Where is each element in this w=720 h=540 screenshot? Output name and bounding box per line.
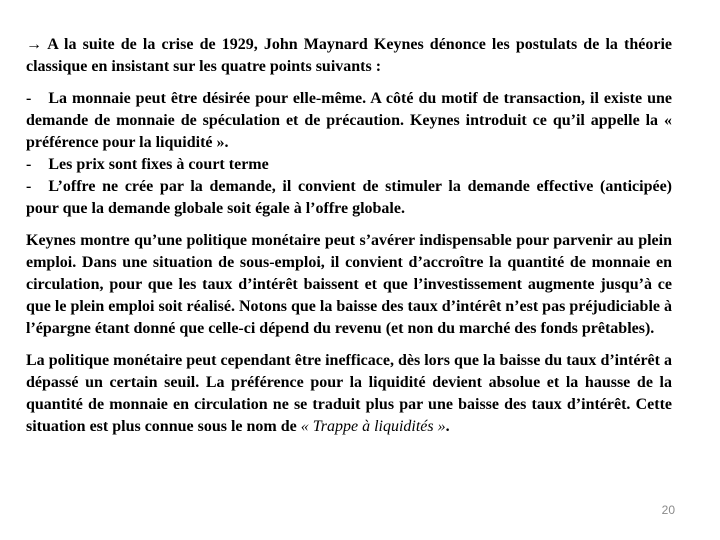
liquidity-trap-term: « Trappe à liquidités »	[300, 418, 446, 435]
bullet-dash: -	[26, 156, 32, 173]
liquidity-trap-period: .	[445, 418, 450, 435]
bullet-list	[26, 88, 672, 220]
bullet-item-effective-demand	[26, 176, 672, 220]
bullet-dash: -	[26, 178, 32, 195]
bullet-item-liquidity-preference	[26, 88, 672, 154]
bullet-dash: -	[26, 90, 32, 107]
bullet-text-effective-demand: L’offre ne crée par la demande, il convient de stimuler la demande effective (anticipée) pour que la demande globale soit égale à l’offre globale.	[26, 178, 672, 217]
paragraph-liquidity-trap	[26, 350, 672, 438]
page-number: 20	[661, 503, 675, 517]
bullet-text-liquidity-preference: La monnaie peut être désirée pour elle-même. A côté du motif de transaction, il existe une demande de monnaie de spéculation et de précaution. Keynes introduit ce qu’il appelle la « préférence pour la liquidité ».	[26, 90, 672, 151]
intro-paragraph	[26, 34, 672, 78]
bullet-text-fixed-prices: Les prix sont fixes à court terme	[48, 156, 269, 173]
liquidity-trap-text: La politique monétaire peut cependant être inefficace, dès lors que la baisse du taux d’intérêt a dépassé un certain seuil. La préférence pour la liquidité devient absolue et la hausse de la quantité de monnaie en circulation ne se traduit plus par une baisse des taux d’intérêt. Cette situation est plus connue sous le nom de	[26, 352, 672, 435]
intro-text: A la suite de la crise de 1929, John Maynard Keynes dénonce les postulats de la théorie classique en insistant sur les quatre points suivants :	[26, 36, 672, 75]
bullet-item-fixed-prices	[26, 154, 672, 176]
paragraph-monetary-policy: Keynes montre qu’une politique monétaire peut s’avérer indispensable pour parvenir au plein emploi. Dans une situation de sous-emploi, il convient d’accroître la quantité de monnaie en circulation, pour que les taux d’intérêt baissent et que l’investissement augmente jusqu’à ce que le plein emploi soit réalisé. Notons que la baisse des taux d’intérêt n’est pas préjudiciable à l’épargne étant donné que celle-ci dépend du revenu (et non du marché des fonds prêtables).	[26, 232, 672, 337]
arrow-icon: →	[26, 36, 42, 53]
slide-body-text	[26, 34, 672, 448]
